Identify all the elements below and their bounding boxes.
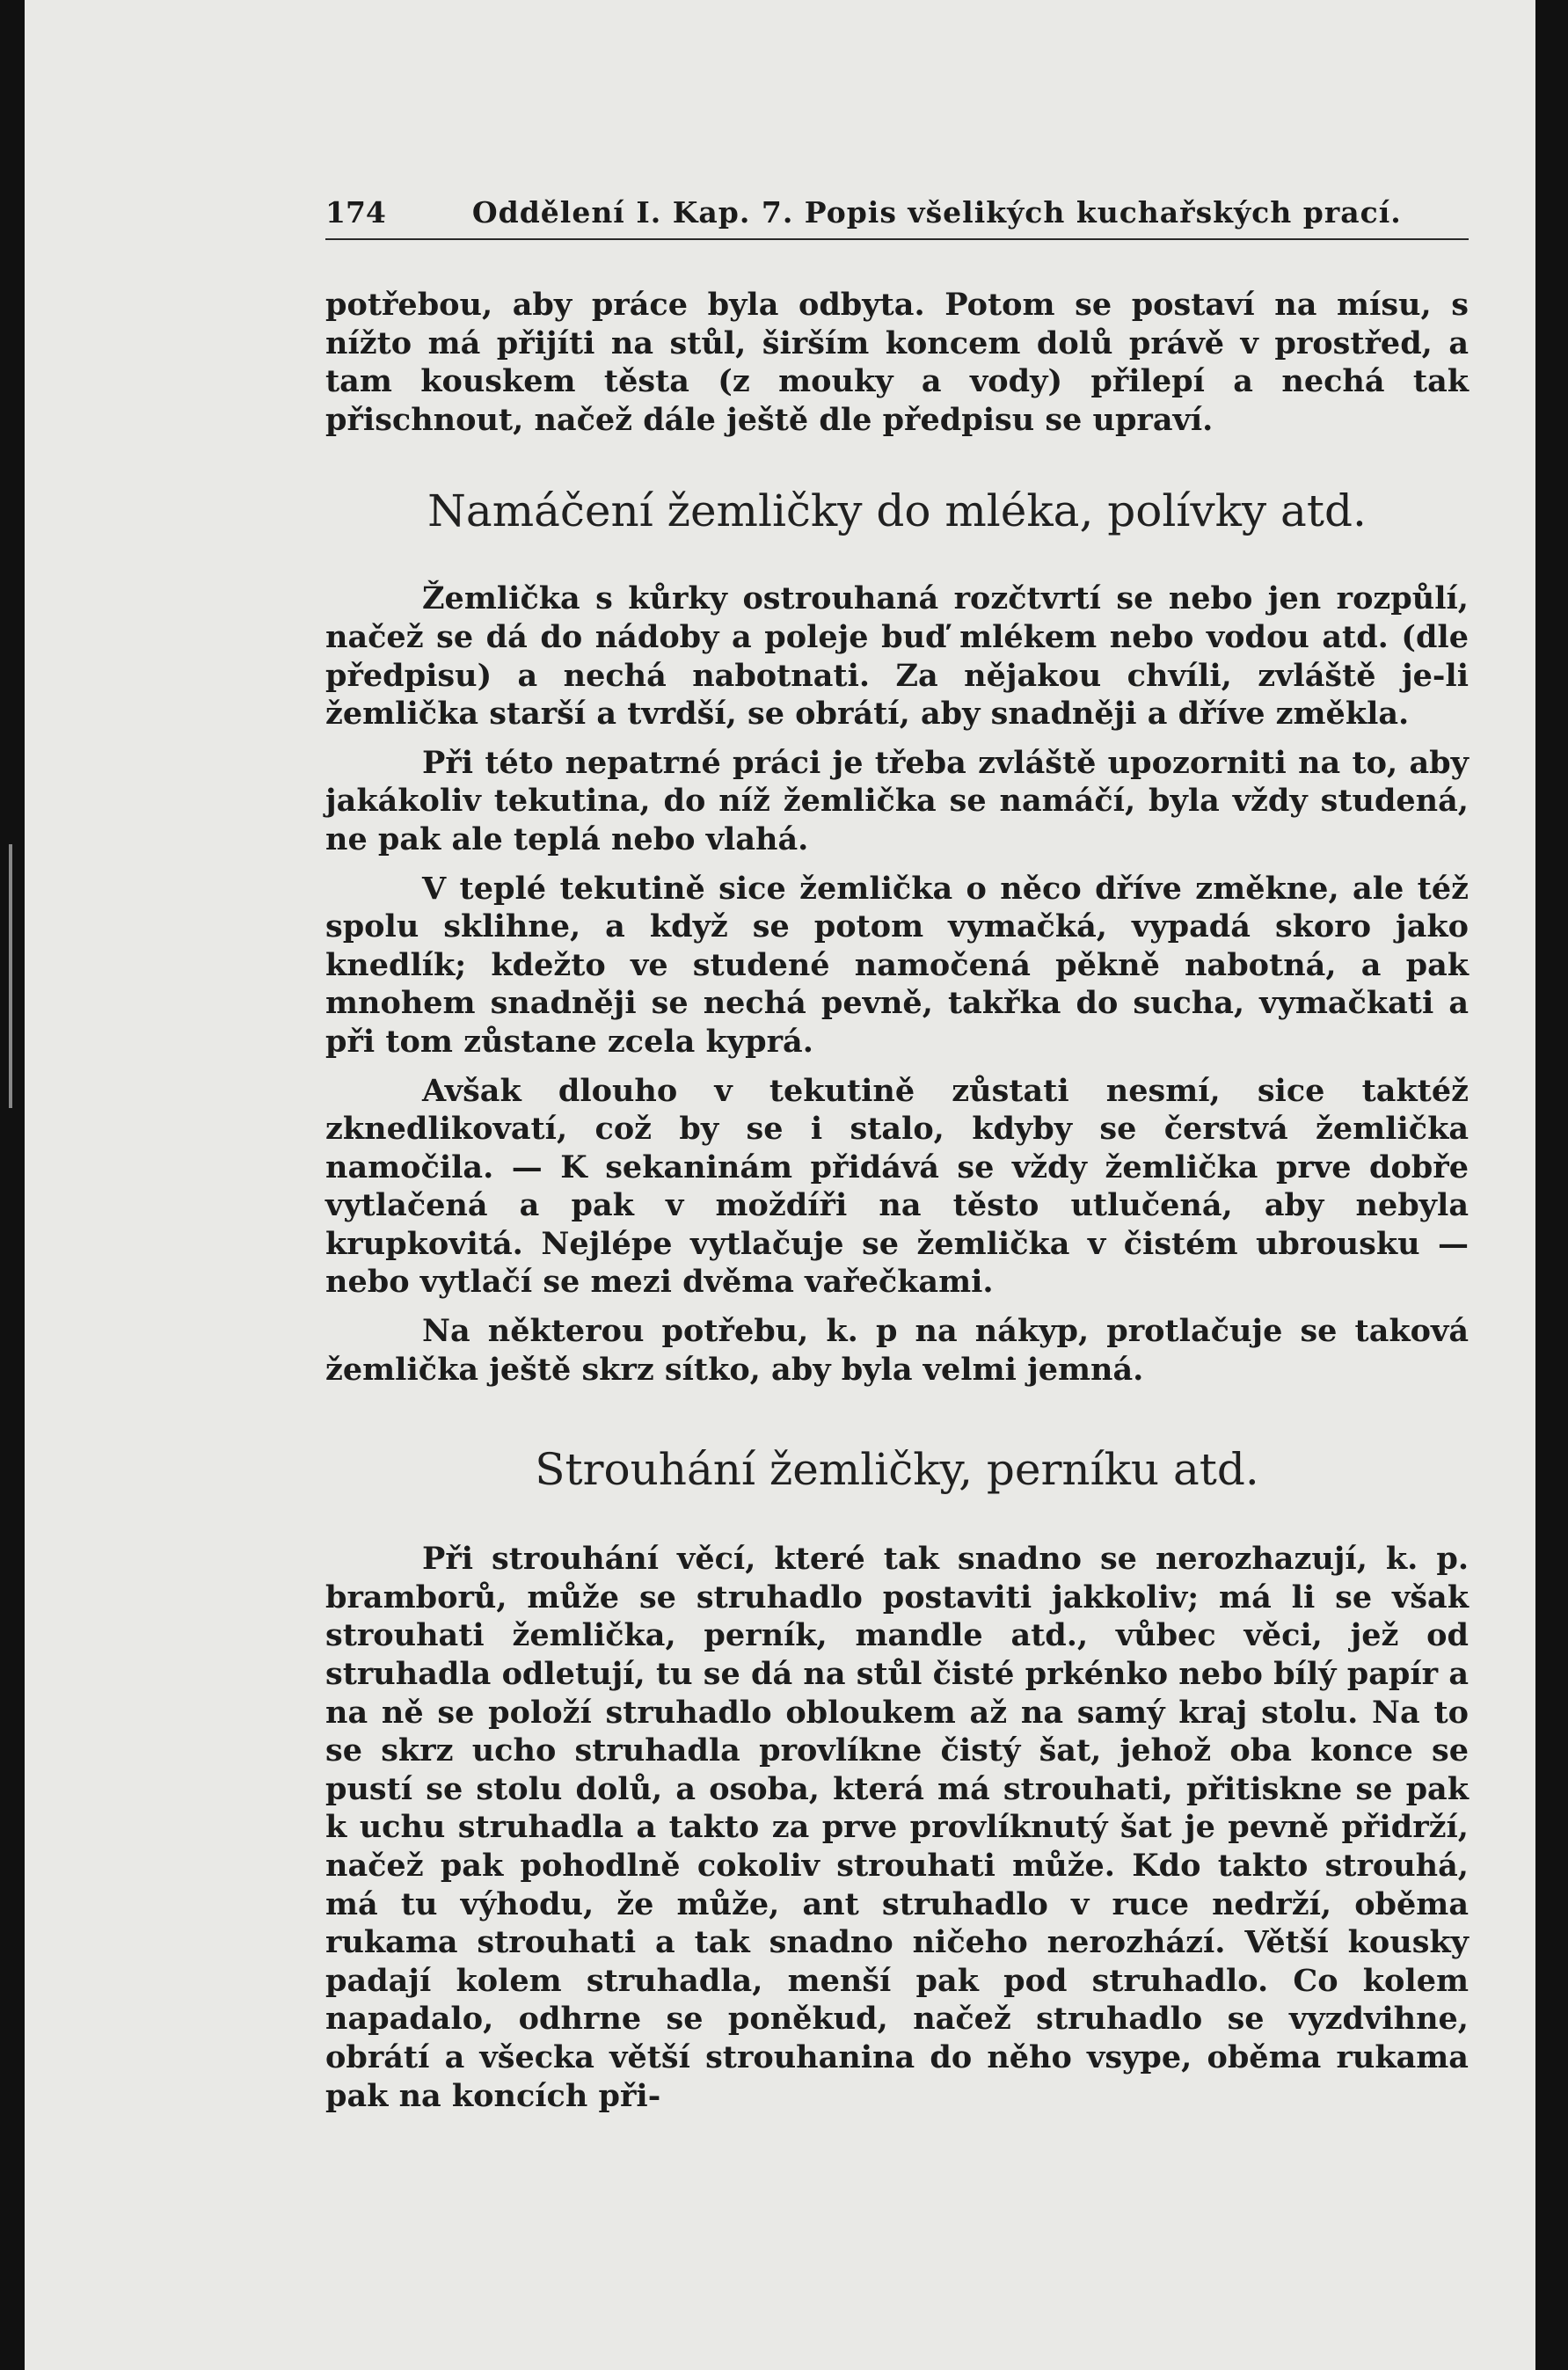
paragraph: Avšak dlouho v tekutině zůstati nesmí, sice taktéž zknedlikovatí, což by se i stalo, kdyby se čerstvá žemlička namočila. — K sekaninám přidává se vždy žemlička prve dobře vytlačená a pak v moždíři na těsto utlučená, aby nebyla krupkovitá. Nejlépe vytlačuje se žemlička v čistém ubrousku — nebo vytlačí se mezi dvěma vařečkami.	[325, 1072, 1469, 1301]
running-header	[325, 195, 1469, 230]
paragraph: Žemlička s kůrky ostrouhaná rozčtvrtí se nebo jen rozpůlí, načež se dá do nádoby a poleje buď mlékem nebo vodou atd. (dle předpisu) a nechá nabotnati. Za nějakou chvíli, zvláště je-li žemlička starší a tvrdší, se obrátí, aby snadněji a dříve změkla.	[325, 580, 1469, 733]
page-number: 174	[325, 195, 386, 230]
section-heading-soaking-roll: Namáčení žemličky do mléka, polívky atd.	[427, 485, 1367, 537]
paragraph: Při strouhání věcí, které tak snadno se nerozhazují, k. p. bramborů, může se struhadlo postaviti jakkoliv; má li se však strouhati žemlička, perník, mandle atd., vůbec věci, jež od struhadla odletují, tu se dá na stůl čisté prkénko nebo bílý papír a na ně se položí struhadlo obloukem až na samý kraj stolu. Na to se skrz ucho struhadla provlíkne čistý šat, jehož oba konce se pustí se stolu dolů, a osoba, která má strouhati, přitiskne se pak k uchu struhadla a takto za prve provlíknutý šat je pevně přidrží, načež pak pohodlně cokoliv strouhati může. Kdo takto strouhá, má tu výhodu, že může, ant struhadlo v ruce nedrží, oběma rukama strouhati a tak snadno ničeho nerozhází. Větší kousky padají kolem struhadla, menší pak pod struhadlo. Co kolem napadalo, odhrne se poněkud, načež struhadlo se vyzdvihne, obrátí a všecka větší strouhanina do něho vsype, oběma rukama pak na koncích při-	[325, 1541, 1469, 2114]
header-rule	[325, 238, 1469, 240]
section-heading-grating-roll: Strouhání žemličky, perníku atd.	[535, 1444, 1259, 1496]
paragraph: V teplé tekutině sice žemlička o něco dříve změkne, ale též spolu sklihne, a když se potom vymačká, vypadá skoro jako knedlík; kdežto ve studené namočená pěkně nabotná, a pak mnohem snadněji se nechá pevně, takřka do sucha, vymačkati a při tom zůstane zcela kyprá.	[325, 870, 1469, 1060]
paragraph-continued: potřebou, aby práce byla odbyta. Potom se postaví na mísu, s nížto má přijíti na stůl, širším koncem dolů právě v prostřed, a tam kouskem těsta (z mouky a vody) přilepí a nechá tak přischnout, načež dále ještě dle předpisu se upraví.	[325, 287, 1469, 438]
paragraph: Na některou potřebu, k. p na nákyp, protlačuje se taková žemlička ještě skrz sítko, aby byla velmi jemná.	[325, 1313, 1469, 1388]
paragraph: Při této nepatrné práci je třeba zvláště upozorniti na to, aby jakákoliv tekutina, do níž žemlička se namáčí, byla vždy studená, ne pak ale teplá nebo vlahá.	[325, 744, 1469, 857]
book-page	[25, 0, 1535, 2370]
running-title: Oddělení I. Kap. 7. Popis všelikých kuchařských prací.	[471, 195, 1402, 230]
page-body	[325, 286, 1469, 2115]
binding-edge-mark	[9, 844, 12, 1108]
